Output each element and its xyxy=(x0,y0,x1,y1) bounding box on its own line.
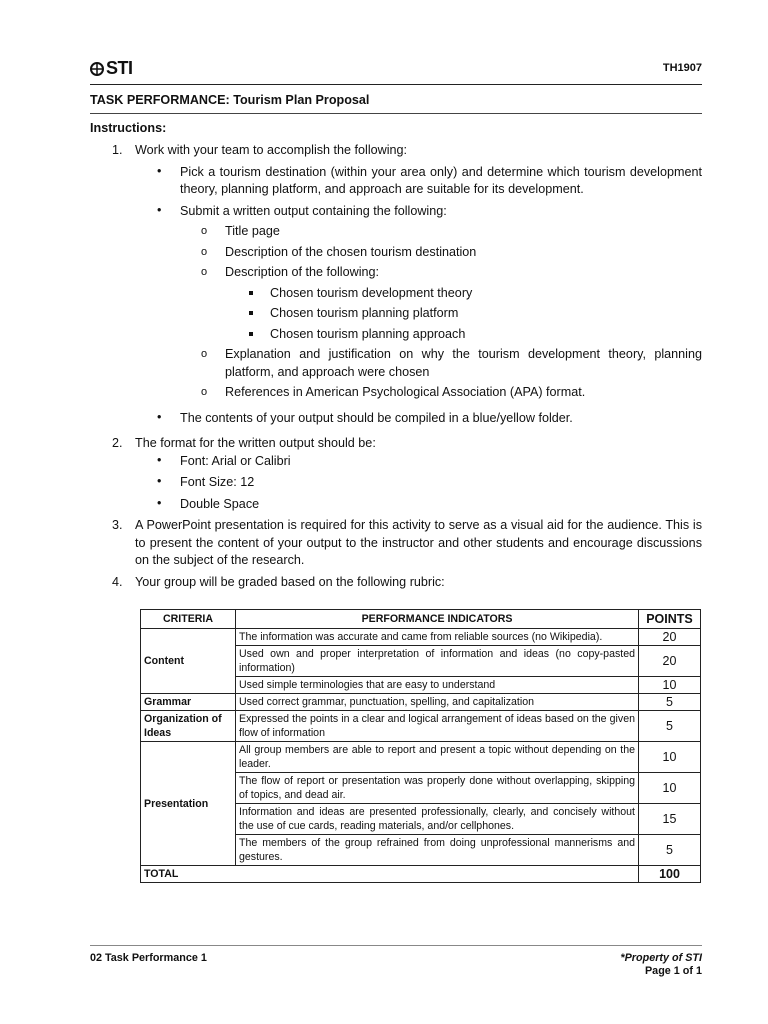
circle-bullet-icon: o xyxy=(201,386,208,398)
criteria-header: CRITERIA xyxy=(141,610,236,629)
points-cell: 15 xyxy=(639,804,701,835)
indicator-cell: Expressed the points in a clear and logical arrangement of ideas based on the given flow of information xyxy=(236,711,639,742)
points-cell: 5 xyxy=(639,835,701,866)
bullet-icon: • xyxy=(157,474,162,488)
item-number: 3. xyxy=(112,518,123,532)
indicator-cell: All group members are able to report and present a topic without depending on the leader. xyxy=(236,742,639,773)
item-text: The format for the written output should be: xyxy=(135,436,376,450)
table-row xyxy=(141,629,701,646)
property-notice: *Property of STI xyxy=(620,952,702,964)
points-cell: 20 xyxy=(639,646,701,677)
instruction-item-4 xyxy=(90,574,702,592)
sub-item: o References in American Psychological Association (APA) format. xyxy=(180,384,702,402)
points-cell: 20 xyxy=(639,629,701,646)
bullet-item: • Double Space xyxy=(157,495,260,511)
item-text: Your group will be graded based on the following rubric: xyxy=(135,574,445,589)
item-number: 1. xyxy=(112,143,123,157)
sub-sub-item: Chosen tourism planning approach xyxy=(225,326,702,344)
circle-bullet-icon: o xyxy=(201,348,208,360)
page-footer xyxy=(90,945,702,977)
criteria-content: Content xyxy=(141,629,236,694)
square-bullet-icon xyxy=(249,332,253,336)
sub-sub-item: Chosen tourism development theory xyxy=(225,285,702,303)
indicator-cell: The flow of report or presentation was properly done without overlapping, skipping of topics, and dead air. xyxy=(236,773,639,804)
indicator-cell: The members of the group refrained from doing unprofessional mannerisms and gestures. xyxy=(236,835,639,866)
rubric-table xyxy=(140,609,701,883)
points-cell: 10 xyxy=(639,677,701,694)
circle-bullet-icon: o xyxy=(201,225,208,237)
points-cell: 10 xyxy=(639,773,701,804)
instruction-item-3 xyxy=(90,517,702,570)
sub-item: o Description of the following: Chosen tourism development theory Chosen tourism planning platform Chosen tourism planning approach xyxy=(180,264,702,343)
indicator-cell: Information and ideas are presented professionally, clearly, and concisely without the use of cue cards, reading materials, and/or cellphones. xyxy=(236,804,639,835)
globe-icon xyxy=(90,62,104,76)
points-header: POINTS xyxy=(639,610,701,629)
indicator-cell: The information was accurate and came from reliable sources (no Wikipedia). xyxy=(236,629,639,646)
indicator-cell: Used correct grammar, punctuation, spelling, and capitalization xyxy=(236,694,639,711)
sub-item: o Description of the chosen tourism destination xyxy=(180,244,702,262)
bullet-icon: • xyxy=(157,202,162,217)
bullet-icon: • xyxy=(157,452,162,467)
instructions-list xyxy=(90,142,702,591)
page-header xyxy=(90,54,702,85)
sub-sub-item: Chosen tourism planning platform xyxy=(225,305,702,323)
bullet-item: • Pick a tourism destination (within your area only) and determine which tourism development theory, planning platform, and approach are suitable for its development. xyxy=(157,163,702,196)
circle-bullet-icon: o xyxy=(201,266,208,278)
footer-right xyxy=(620,952,702,978)
footer-title: 02 Task Performance 1 xyxy=(90,952,207,964)
sub-list xyxy=(180,223,702,402)
item-text: Work with your team to accomplish the following: xyxy=(135,143,408,157)
sub-item: o Title page xyxy=(180,223,702,241)
criteria-presentation: Presentation xyxy=(141,742,236,866)
bullet-icon: • xyxy=(157,495,162,510)
table-row xyxy=(141,742,701,773)
bullet-list xyxy=(135,453,702,514)
instruction-item-2 xyxy=(90,435,702,513)
indicators-header: PERFORMANCE INDICATORS xyxy=(236,610,639,629)
total-label: TOTAL xyxy=(141,866,639,883)
bullet-icon: • xyxy=(157,163,162,178)
points-cell: 10 xyxy=(639,742,701,773)
document-body xyxy=(90,92,702,595)
sti-logo xyxy=(90,58,133,79)
criteria-organization: Organization of Ideas xyxy=(141,711,236,742)
item-number: 2. xyxy=(112,436,123,450)
indicator-cell: Used own and proper interpretation of information and ideas (no copy-pasted information) xyxy=(236,646,639,677)
bullet-item: • Font Size: 12 xyxy=(157,474,255,489)
points-cell: 5 xyxy=(639,711,701,742)
bullet-item: • The contents of your output should be compiled in a blue/yellow folder. xyxy=(157,409,573,425)
bullet-list xyxy=(135,164,702,428)
logo-text: STI xyxy=(106,58,133,78)
item-text: A PowerPoint presentation is required for this activity to serve as a visual aid for the audience. This is to present the content of your output to the instructor and other students and encourage discussions on the subject of the research. xyxy=(135,518,702,567)
table-row xyxy=(141,711,701,742)
sub-sub-list xyxy=(225,285,702,344)
indicator-cell: Used simple terminologies that are easy to understand xyxy=(236,677,639,694)
total-row xyxy=(141,866,701,883)
points-cell: 5 xyxy=(639,694,701,711)
square-bullet-icon xyxy=(249,291,253,295)
bullet-item: • Submit a written output containing the following: o Title page o Description of the chosen tourism destination o Description of the following: Chosen tourism development theory Chosen tourism planning platform Chosen tourism planning approach o Explanation and justification on why the tourism development theory, planning platform, and approach were chosen o References in American Psychological Association (APA) format. xyxy=(135,203,702,402)
bullet-item: • Font: Arial or Calibri xyxy=(157,452,291,468)
bullet-icon: • xyxy=(157,409,162,424)
square-bullet-icon xyxy=(249,311,253,315)
task-title: TASK PERFORMANCE: Tourism Plan Proposal xyxy=(90,92,702,114)
item-number: 4. xyxy=(112,574,123,589)
criteria-grammar: Grammar xyxy=(141,694,236,711)
page-number: Page 1 of 1 xyxy=(644,965,702,977)
rubric-header-row xyxy=(141,610,701,629)
instructions-label: Instructions: xyxy=(90,120,167,135)
instruction-item-1 xyxy=(90,142,702,427)
sub-item: o Explanation and justification on why the tourism development theory, planning platform, and approach were chosen xyxy=(201,347,702,379)
total-points: 100 xyxy=(639,866,701,883)
document-code: TH1907 xyxy=(662,62,702,74)
table-row xyxy=(141,694,701,711)
circle-bullet-icon: o xyxy=(201,245,208,258)
